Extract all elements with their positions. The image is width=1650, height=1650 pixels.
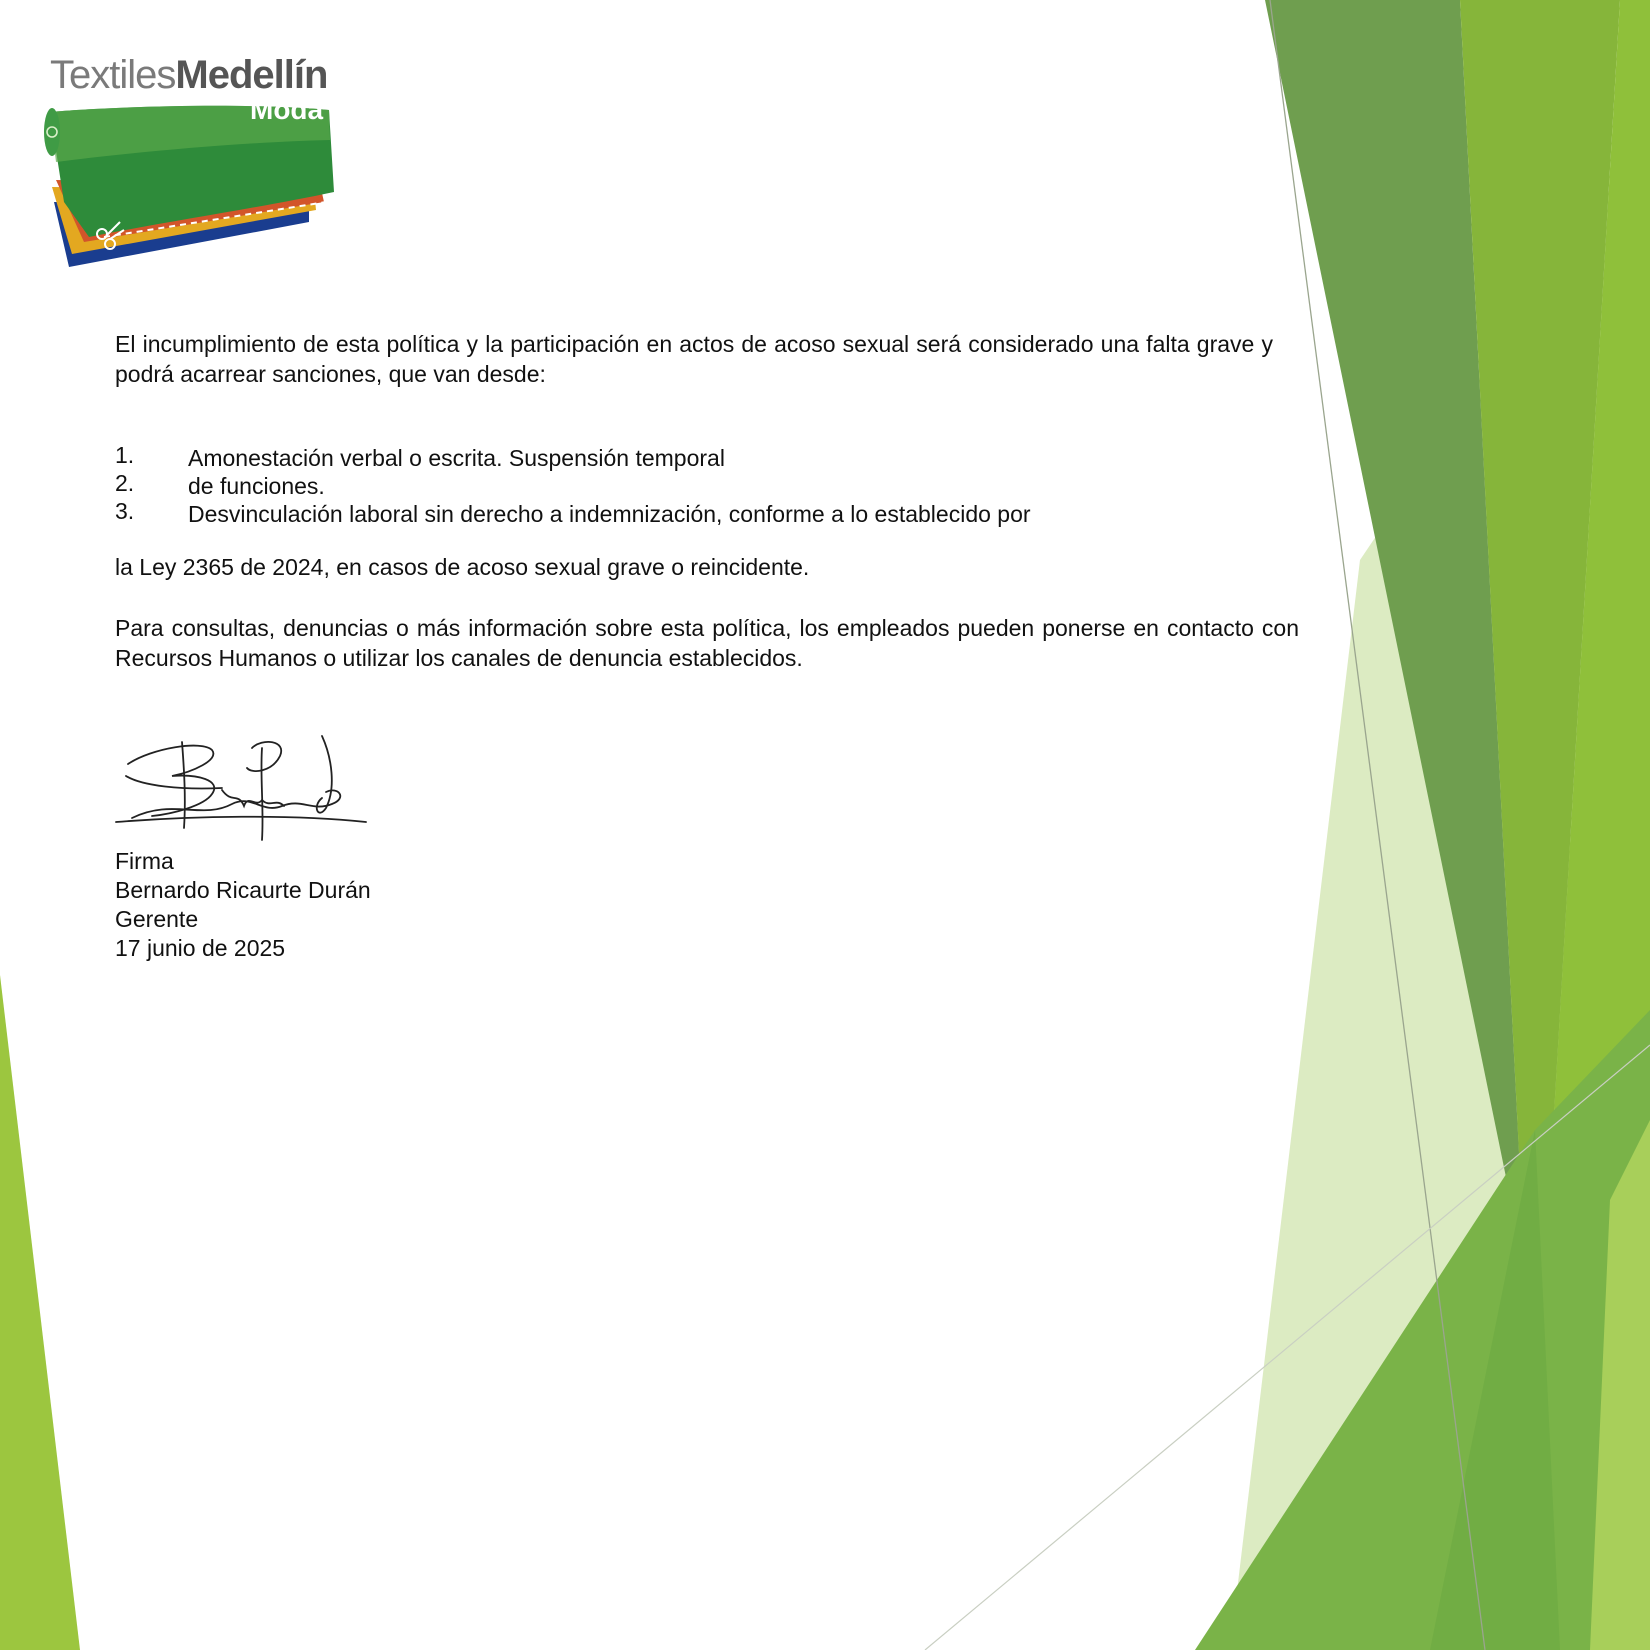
company-logo [44,52,344,262]
list-text: Amonestación verbal o escrita. Suspensión temporal [188,445,725,471]
list-number: 1. [115,442,135,468]
signature-block [115,847,371,963]
list-number: 2. [115,470,135,496]
list-text: Desvinculación laboral sin derecho a indemnización, conforme a lo establecido por [188,501,1031,527]
list-number: 3. [115,498,135,524]
logo-subtitle: Moda [250,94,324,125]
paragraph-contact: Para consultas, denuncias o más información sobre esta política, los empleados pueden ponerse en contacto con Recursos Humanos o utilizar los canales de denuncia establecidos. [115,615,1299,671]
list-item [115,500,1115,528]
paragraph-law-reference: la Ley 2365 de 2024, en casos de acoso sexual grave o reincidente. [115,554,810,580]
list-item [115,444,1115,472]
list-item [115,472,1115,500]
list-text: de funciones. [188,473,325,499]
logo-wordmark: TextilesMedellín [50,53,328,97]
handwritten-signature [112,728,372,846]
signer-title: Gerente [115,906,199,932]
sanctions-list [115,444,1115,528]
paragraph-sanctions-intro: El incumplimiento de esta política y la participación en actos de acoso sexual será considerado una falta grave y podrá acarrear sanciones, que van desde: [115,331,1273,387]
signer-name: Bernardo Ricaurte Durán [115,877,371,903]
signature-date: 17 junio de 2025 [115,935,286,961]
signature-label: Firma [115,848,174,874]
